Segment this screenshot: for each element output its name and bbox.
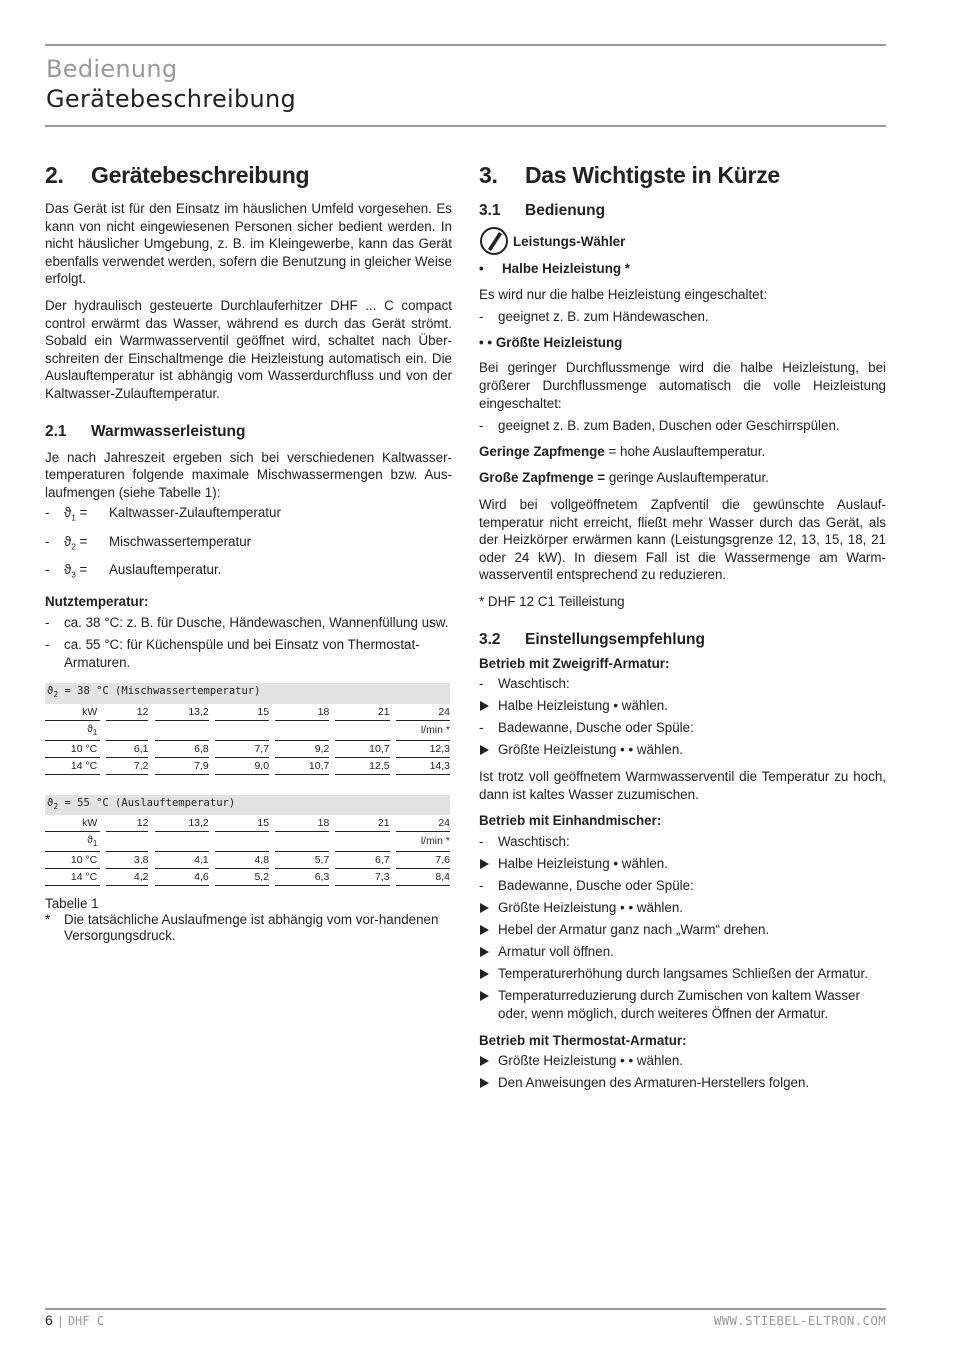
arrow-bullet-icon [480,903,489,913]
header-top-rule [45,44,886,46]
left-column [45,158,452,944]
flow-table-row: 14 °C 7,2 7,9 9,0 10,7 12,5 14,3 [45,757,450,774]
groesste-heizleistung-item: - geeignet z. B. zum Baden, Duschen oder Geschirrspülen. [479,418,840,434]
flow-table-cell: 9,2 [275,740,329,757]
flow-table [45,683,450,774]
arrow-bullet-icon [480,1056,489,1066]
flow-table-title: $ϑ_2 = 38$ °C (Mischwassertemperatur) [45,683,450,703]
flow-table-unit-row: $ϑ_1$ l/min * [45,720,450,740]
flow-table [45,795,450,886]
footer-page-info: 6 | DHF C [45,1312,104,1328]
einhand-step: Halbe Heizleistung • wählen. [479,855,886,873]
einhand-step: Temperaturerhöhung durch langsames Schließen der Armatur. [479,965,886,983]
kaltwasser-paragraph: Ist trotz voll geöffnetem Warmwasserventil die Temperatur zu hoch, dann ist kaltes Wasser zuzumischen. [479,768,886,802]
temperature-symbol-item: - $ϑ_1$ = Kaltwasser-Zulauftemperatur [45,505,281,523]
thermostat-step: Den Anweisungen des Armaturen-Herstellers folgen. [479,1074,886,1092]
flow-table-cell: 18 [275,704,329,721]
header-title: Gerätebeschreibung [46,85,297,113]
arrow-bullet-icon [480,969,489,979]
flow-table-cell: 4,6 [155,868,209,885]
flow-table-kw-row: kW 12 13,2 15 18 21 24 [45,704,450,721]
footer-rule [45,1308,886,1310]
halbe-heizleistung-label: • Halbe Heizleistung * [479,261,630,276]
flow-table-cell: 10,7 [275,757,329,774]
right-column [479,158,886,1092]
thermostat-label: Betrieb mit Thermostat-Armatur: [479,1032,687,1048]
flow-table-cell: 12 [106,704,148,721]
thermostat-steps [479,1052,886,1092]
arrow-bullet-icon [480,859,489,869]
flow-table-cell: 7,9 [155,757,209,774]
einhand-step: Größte Heizleistung • • wählen. [479,899,886,917]
flow-table-unit-row: $ϑ_1$ l/min * [45,831,450,851]
flow-table-cell: 6,3 [275,868,329,885]
flow-table-cell: 7,3 [335,868,389,885]
halbe-heizleistung-item: - geeignet z. B. zum Händewaschen. [479,309,709,325]
section-3-heading: 3. Das Wichtigste in Kürze [479,162,780,188]
flow-table-cell: 13,2 [155,815,209,832]
power-selector-icon [479,226,509,256]
einhand-step: - Waschtisch: [479,833,570,849]
section-3-1-heading: 3.1 Bedienung [479,202,606,219]
flow-table-cell: 12 [106,815,148,832]
einhand-label: Betrieb mit Einhandmischer: [479,813,662,829]
arrow-bullet-icon [480,1078,489,1088]
flow-table-cell: 13,2 [155,704,209,721]
document-name: DHF C [67,1314,104,1328]
temperature-symbol-item: - $ϑ_3$ = Auslauftemperatur. [45,561,222,580]
page-number: 6 [45,1312,53,1328]
table-footnote: * Die tatsächliche Auslaufmenge ist abhängig vom vor-handenen Versorgungsdruck. [45,911,439,943]
arrow-bullet-icon [480,745,489,755]
section-2-1-heading: 2.1 Warmwasserleistung [45,422,246,440]
flow-table-cell: 4,2 [106,868,148,885]
flow-table-title: $ϑ_2 = 55$ °C (Auslauftemperatur) [45,795,450,815]
flow-table-row: 14 °C 4,2 4,6 5,2 6,3 7,3 8,4 [45,868,450,885]
nutztemperatur-item: - ca. 38 °C: z. B. für Dusche, Händewaschen, Wannenfüllung usw. [45,614,449,630]
arrow-bullet-icon [480,991,489,1001]
arrow-bullet-icon [480,925,489,935]
flow-table-cell: 3,8 [106,851,148,868]
flow-table-row: 10 °C 6,1 6,8 7,7 9,2 10,7 12,3 [45,740,450,757]
flow-table-cell: 12,3 [396,740,450,757]
geringe-zapfmenge: Geringe Zapfmenge = hohe Auslauftemperatur. [479,443,766,459]
einhand-step: - Badewanne, Dusche oder Spüle: [479,877,694,893]
zweigriff-step: - Waschtisch: [479,676,570,692]
zweigriff-step: Größte Heizleistung • • wählen. [479,741,886,759]
zweigriff-step: Halbe Heizleistung • wählen. [479,697,886,715]
einhand-step: Hebel der Armatur ganz nach „Warm“ drehen. [479,921,886,939]
flow-table-cell: 21 [335,704,389,721]
temperature-symbol-item: - $ϑ_2$ = Mischwassertemperatur [45,533,252,552]
einhand-steps [479,833,886,1023]
teilleistung-note: * DHF 12 C1 Teilleistung [479,593,625,609]
einhand-step: Armatur voll öffnen. [479,943,886,961]
flow-table-cell: 9,0 [215,757,269,774]
flow-table-cell: 4,8 [215,851,269,868]
arrow-bullet-icon [480,947,489,957]
season-paragraph: Je nach Jahreszeit ergeben sich bei verschiedenen Kaltwasser-temperaturen folgende maximale Mischwassermengen bzw. Aus-laufmengen (siehe Tabelle 1): [45,449,452,500]
flow-table-cell: 6,1 [106,740,148,757]
footer-url: WWW.STIEBEL-ELTRON.COM [713,1313,886,1328]
flow-table-cell: 10,7 [335,740,389,757]
flow-table-cell: 5,7 [275,851,329,868]
nutztemperatur-list [45,614,452,672]
header-bottom-rule [45,125,886,127]
thermostat-step: Größte Heizleistung • • wählen. [479,1052,886,1070]
table-caption: Tabelle 1 [45,895,99,911]
flow-table-cell: 12,5 [335,757,389,774]
flow-table-cell: 15 [215,815,269,832]
zweigriff-steps [479,675,886,759]
nutztemperatur-label: Nutztemperatur: [45,594,149,610]
flow-table-cell: 15 [215,704,269,721]
leistungsgrenze-paragraph: Wird bei vollgeöffnetem Zapfventil die gewünschte Auslauf-temperatur nicht erreicht, fließt mehr Wasser durch das Gerät, als der Heizkörper erwärmen kann (Leistungsgrenze 12, 13, 15, 18, 21 oder 24 kW). In diesem Fall ist die Wassermenge am Warm-wasserventil entsprechend zu reduzieren. [479,496,886,583]
flow-table-cell: 24 [396,815,450,832]
flow-table-cell: 21 [335,815,389,832]
flow-table-cell: 7,2 [106,757,148,774]
arrow-bullet-icon [480,701,489,711]
leistungs-waehler [479,226,886,256]
flow-table-cell: 4,1 [155,851,209,868]
intro-paragraph: Das Gerät ist für den Einsatz im häuslichen Umfeld vorgesehen. Es kann von nicht eingewiesenen Personen sicher bedient werden. In nicht häuslicher Umgebung, z. B. im Kleingewerbe, kann das Gerät ebenfalls verwendet werden, sofern die Benutzung in gleicher Weise erfolgt. [45,201,452,287]
section-3-2-heading: 3.2 Einstellungsempfehlung [479,630,705,648]
flow-table-cell: 14,3 [396,757,450,774]
grosse-zapfmenge: Große Zapfmenge = geringe Auslauftemperatur. [479,470,769,486]
flow-table-cell: 18 [275,815,329,832]
flow-tables [45,683,452,885]
hydraulic-paragraph: Der hydraulisch gesteuerte Durchlauferhitzer DHF ... C compact control erwärmt das Wasser, während es durch das Gerät strömt. Sobald ein Warmwasserventil geöffnet wird, schaltet nach Über-schreiten der Einschaltmenge die Heizleistung automatisch ein. Die Auslauftemperatur ist abhängig vom Wasserdurchfluss und von der Kaltwasser-Zulauftemperatur. [45,297,452,401]
leistungs-waehler-label: Leistungs-Wähler [513,234,626,249]
flow-table-row: 10 °C 3,8 4,1 4,8 5,7 6,7 7,6 [45,851,450,868]
nutztemperatur-item: - ca. 55 °C: für Küchenspüle und bei Einsatz von Thermostat-Armaturen. [45,637,420,670]
zweigriff-label: Betrieb mit Zweigriff-Armatur: [479,655,670,671]
flow-table-cell: 5,2 [215,868,269,885]
header-section: Bedienung [46,55,178,83]
flow-table-cell: 6,7 [335,851,389,868]
halbe-heizleistung-text: Es wird nur die halbe Heizleistung eingeschaltet: [479,286,768,302]
flow-table-cell: 6,8 [155,740,209,757]
flow-table-cell: 24 [396,704,450,721]
flow-table-cell: 8,4 [396,868,450,885]
temperature-symbol-list [45,504,452,584]
section-2-heading: 2. Gerätebeschreibung [45,162,310,188]
groesste-heizleistung-text: Bei geringer Durchflussmenge wird die halbe Heizleistung, bei größerer Durchflussmenge automatisch die volle Heizleistung eingeschaltet: [479,360,886,411]
groesste-heizleistung-label: • • Größte Heizleistung [479,334,623,350]
flow-table-cell: 7,7 [215,740,269,757]
flow-table-kw-row: kW 12 13,2 15 18 21 24 [45,815,450,832]
zweigriff-step: - Badewanne, Dusche oder Spüle: [479,720,694,736]
einhand-step: Temperaturreduzierung durch Zumischen von kaltem Wasser oder, wenn möglich, durch weiteres Öffnen der Armatur. [479,987,886,1022]
flow-table-cell: 7,6 [396,851,450,868]
